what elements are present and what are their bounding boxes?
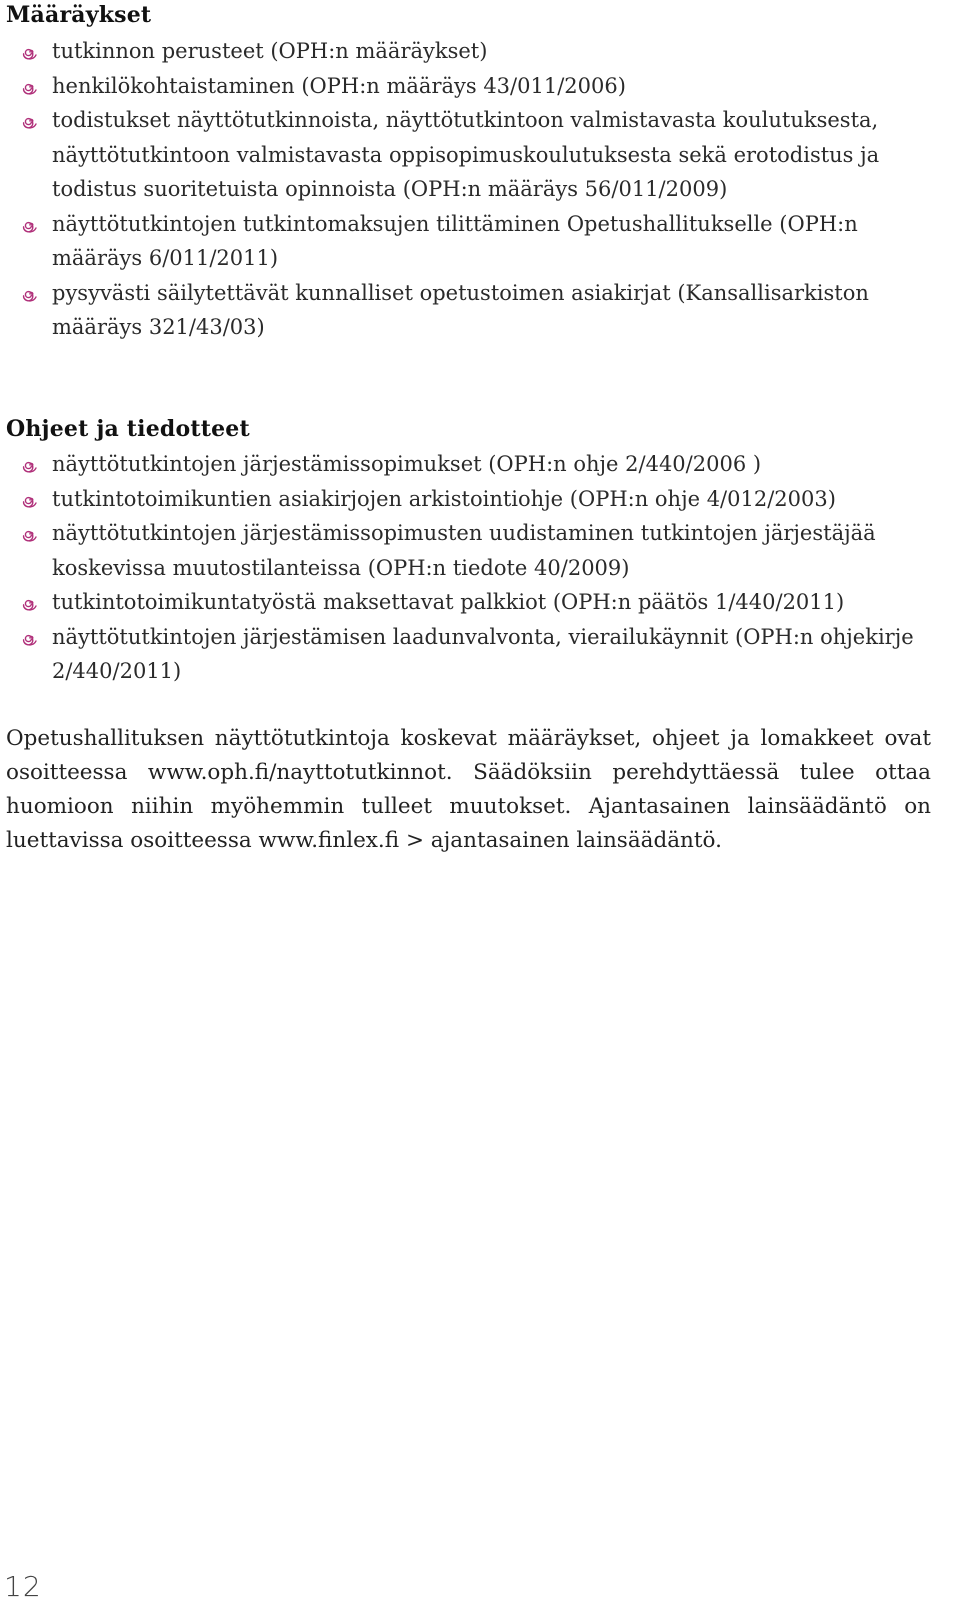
spiral-icon: [22, 457, 38, 473]
spiral-icon: [22, 492, 38, 508]
list-item-text: henkilökohtaistaminen (OPH:n määräys 43/011/2006): [52, 73, 626, 98]
ohjeet-list: [6, 447, 941, 689]
list-item: [6, 447, 941, 482]
list-item: [6, 207, 941, 276]
spiral-icon: [22, 217, 38, 233]
list-item: [6, 103, 941, 207]
list-item-text: näyttötutkintojen tutkintomaksujen tilittäminen Opetushallitukselle (OPH:n määräys 6/011/2011): [52, 211, 858, 270]
list-item: [6, 482, 941, 517]
spiral-icon: [22, 630, 38, 646]
section-heading-maaraykset: Määräykset: [6, 2, 152, 28]
page-number: 12: [4, 1570, 42, 1603]
spiral-icon: [22, 44, 38, 60]
list-item: [6, 69, 941, 104]
list-item: [6, 276, 941, 345]
spiral-icon: [22, 526, 38, 542]
list-item-text: näyttötutkintojen järjestämissopimusten uudistaminen tutkintojen järjestäjää koskevissa muutostilanteissa (OPH:n tiedote 40/2009): [52, 521, 876, 580]
list-item-text: näyttötutkintojen järjestämisen laadunvalvonta, vierailukäynnit (OPH:n ohjekirje 2/440/2011): [52, 624, 914, 683]
list-item-text: tutkinnon perusteet (OPH:n määräykset): [52, 39, 488, 63]
list-item-text: näyttötutkintojen järjestämissopimukset (OPH:n ohje 2/440/2006 ): [52, 452, 762, 476]
list-item: [6, 620, 941, 689]
spiral-icon: [22, 286, 38, 302]
closing-paragraph: Opetushallituksen näyttötutkintoja koskevat määräykset, ohjeet ja lomakkeet ovat osoitteessa www.oph.fi/nayttotutkinnot. Säädöksiin perehdyttäessä tulee ottaa huomioon niihin myöhemmin tulleet muutokset. Ajantasainen lainsäädäntö on luettavissa osoitteessa www.finlex.fi > ajantasainen lainsäädäntö.: [6, 726, 931, 853]
spiral-icon: [22, 113, 38, 129]
maaraykset-list: [6, 34, 941, 345]
list-item: [6, 585, 941, 620]
spiral-icon: [22, 595, 38, 611]
list-item: [6, 516, 941, 585]
list-item: [6, 34, 941, 69]
list-item-text: pysyvästi säilytettävät kunnalliset opetustoimen asiakirjat (Kansallisarkiston määräys 321/43/03): [52, 280, 869, 339]
section-heading-ohjeet: Ohjeet ja tiedotteet: [6, 416, 250, 442]
list-item-text: tutkintotoimikuntien asiakirjojen arkistointiohje (OPH:n ohje 4/012/2003): [52, 486, 836, 511]
list-item-text: todistukset näyttötutkinnoista, näyttötutkintoon valmistavasta koulutuksesta, näyttötutkintoon valmistavasta oppisopimuskoulutuksesta sekä erotodistus ja todistus suoritetuista opinnoista (OPH:n määräys 56/011/2009): [52, 108, 880, 201]
spiral-icon: [22, 79, 38, 95]
list-item-text: tutkintotoimikuntatyöstä maksettavat palkkiot (OPH:n päätös 1/440/2011): [52, 590, 845, 614]
